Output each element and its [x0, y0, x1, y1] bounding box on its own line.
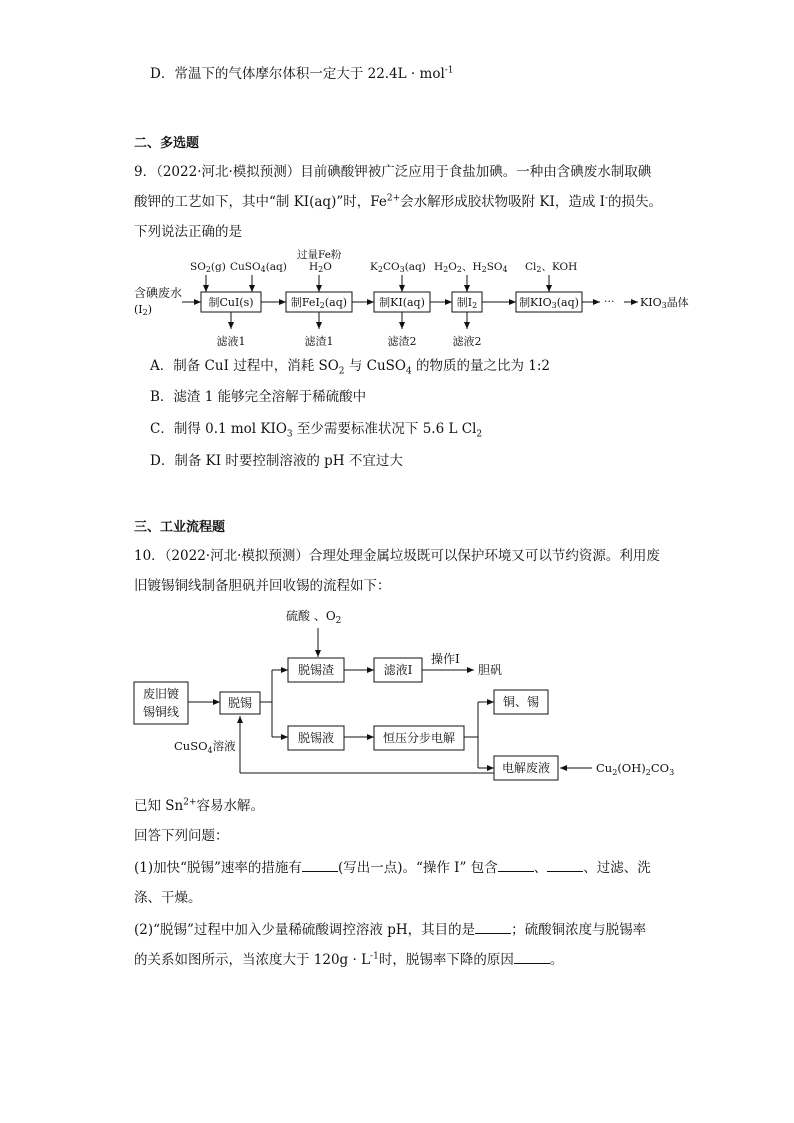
text-part: 。 — [549, 952, 564, 968]
output-residue-1: 滤渣1 — [304, 335, 334, 348]
text-part: 酸钾的工艺如下，其中“制 KI(aq)”时，Fe — [134, 194, 387, 210]
q10-flow-diagram — [0, 600, 794, 790]
q9-option-a: A．制备 CuI 过程中，消耗 $SO_2$ 与 CuSO$_4$ 的物质的量之比为 1:2 — [150, 358, 551, 377]
q9-option-c: C．制得 0.1 mol $KIO_3$ 至少需要标准状况下 5.6 L $Cl_2$ — [150, 421, 483, 440]
sub-question-1 — [134, 858, 651, 878]
output-filtrate-2: 滤液2 — [452, 335, 482, 348]
text-part: 已知 Sn — [134, 798, 184, 814]
answer-prompt: 回答下列问题： — [134, 828, 229, 844]
text-part: (1)加快“脱锡”速率的措施有 — [134, 860, 302, 876]
answer-blank[interactable] — [514, 951, 550, 964]
step-kio3: 制KIO3(aq) — [519, 296, 579, 310]
product-label: 胆矾 — [478, 663, 503, 677]
answer-blank[interactable] — [475, 921, 511, 934]
raw-material-line2: 锡铜线 — [142, 705, 180, 719]
text-part: (写出一点)。“操作 I” 包含 — [337, 860, 498, 876]
section-title-multi-choice: 二、多选题 — [134, 136, 200, 151]
reagent-fe-powder: 过量Fe粉 — [297, 249, 342, 261]
q9-flow-diagram — [0, 0, 794, 360]
raw-material-line1: 废旧镀 — [142, 687, 180, 701]
recycle-label: CuSO$_4$溶液 — [174, 739, 236, 755]
additive-label: $Cu_2(OH)_2CO_3$ — [596, 761, 675, 777]
step-cui: 制CuI(s) — [208, 296, 254, 309]
q9-option-b: B．滤渣 1 能够完全溶解于稀硫酸中 — [150, 389, 367, 405]
input-formula: (I2) — [134, 303, 153, 317]
electrolysis-label: 恒压分步电解 — [382, 731, 456, 745]
detin-label: 脱锡 — [227, 696, 253, 710]
reagent-so2: SO2(g) — [190, 261, 226, 274]
filtrate-label: 滤液I — [383, 663, 413, 677]
superscript: 2+ — [386, 193, 401, 204]
answer-blank[interactable] — [302, 859, 338, 872]
reagent-cl2-koh: Cl2、KOH — [525, 261, 578, 274]
metals-label: 铜、锡 — [502, 695, 540, 709]
answer-blank[interactable] — [547, 859, 583, 872]
text-part: 容易水解。 — [196, 798, 265, 814]
sub-question-2-cont — [134, 950, 563, 970]
text-part: 、 — [533, 860, 548, 876]
text-part: 时，脱锡率下降的原因 — [378, 952, 514, 968]
superscript: -1 — [444, 65, 454, 76]
text-part: (2)“脱锡”过程中加入少量稀硫酸调控溶液 pH，其目的是 — [134, 922, 476, 938]
reagent-h2o2-h2so4: H2O2、H2SO4 — [434, 261, 508, 274]
operation-label: 操作I — [431, 652, 460, 666]
known-condition — [134, 796, 264, 816]
reagent-k2co3: K2CO3(aq) — [370, 261, 426, 274]
input-label: 含碘废水 — [134, 286, 183, 300]
text-part: ；硫酸铜浓度与脱锡率 — [511, 922, 647, 938]
residue-label: 脱锡渣 — [297, 663, 335, 677]
text-part: 的关系如图所示，当浓度大于 120g · L — [134, 952, 371, 968]
text-part: 的损失。 — [608, 194, 663, 210]
superscript: - — [604, 193, 609, 204]
q9-option-d: D．制备 KI 时要控制溶液的 pH 不宜过大 — [150, 453, 403, 469]
section-title-process: 三、工业流程题 — [134, 520, 226, 535]
reagent-h2o: H2O — [309, 261, 332, 274]
output-residue-2: 滤渣2 — [387, 335, 417, 348]
waste-label: 电解废液 — [501, 761, 551, 775]
q10-line-1: 10．（2022·河北·模拟预测）合理处理金属垃圾既可以保护环境又可以节约资源。利用废 — [134, 548, 660, 564]
step-ki: 制KI(aq) — [379, 296, 425, 309]
superscript: -1 — [370, 951, 379, 962]
superscript: 2+ — [183, 797, 197, 808]
top-reagent: 硫酸 、$O_2$ — [286, 609, 342, 626]
sub-question-1-cont: 涤、干燥。 — [134, 890, 202, 906]
reagent-cuso4: CuSO4(aq) — [230, 261, 287, 274]
step-i2: 制I2 — [456, 296, 478, 310]
sub-question-2 — [134, 920, 646, 940]
q9-line-3: 下列说法正确的是 — [134, 224, 242, 240]
text-part: 会水解形成胶状物吸附 KI，造成 I — [400, 194, 605, 210]
solution-label: 脱锡液 — [297, 731, 335, 745]
step-fei2: 制FeI2(aq) — [290, 296, 348, 310]
q9-line-1: 9．（2022·河北·模拟预测）目前碘酸钾被广泛应用于食盐加碘。一种由含碘废水制取碘 — [134, 164, 652, 180]
text-part: 、过滤、洗 — [583, 860, 651, 876]
flow-ellipsis: ··· — [604, 295, 615, 308]
output-filtrate-1: 滤液1 — [216, 335, 246, 348]
q10-line-2: 旧镀锡铜线制备胆矾并回收锡的流程如下： — [134, 578, 391, 594]
answer-blank[interactable] — [498, 859, 534, 872]
option-text: D．常温下的气体摩尔体积一定大于 22.4L · mol — [150, 66, 445, 82]
flow-product: KIO3晶体 — [640, 296, 689, 310]
